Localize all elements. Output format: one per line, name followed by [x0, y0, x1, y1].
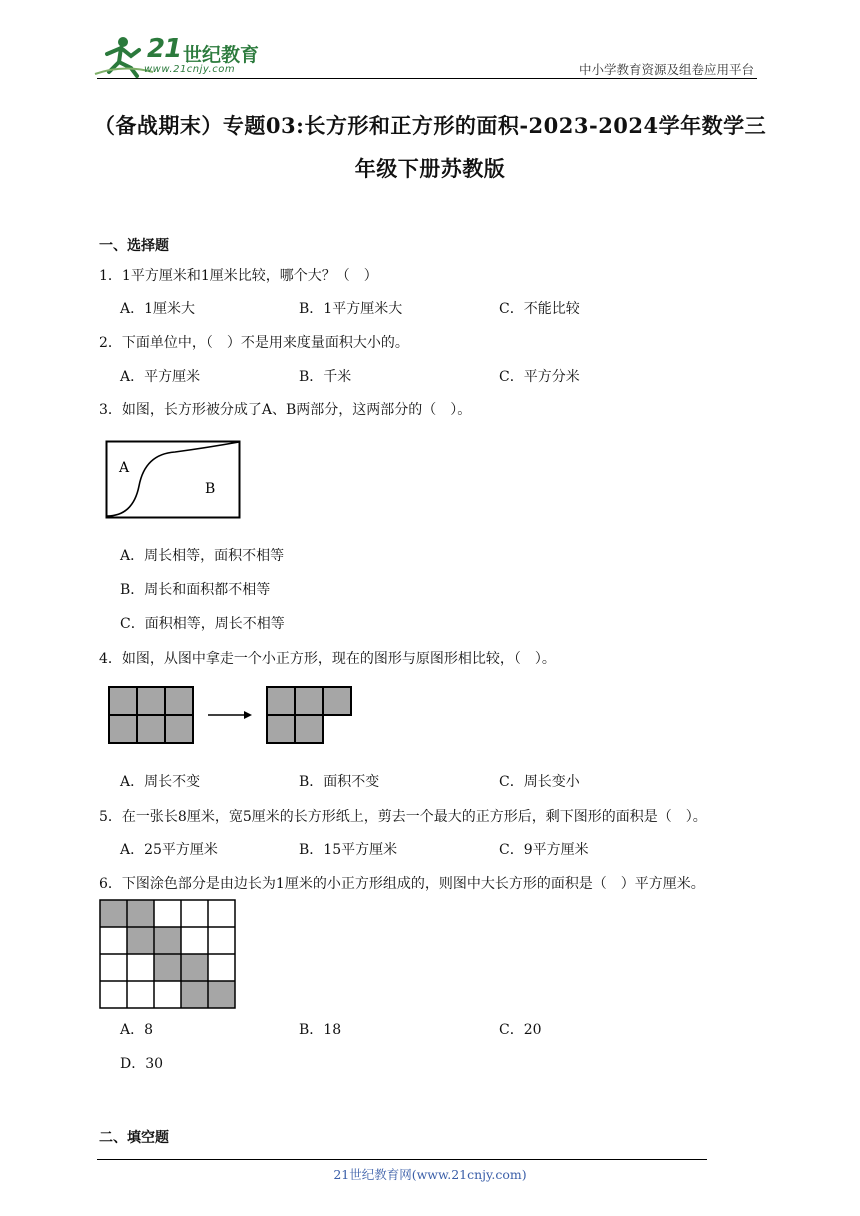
header-divider [97, 78, 757, 79]
q4-option-b[interactable]: B．面积不变 [299, 774, 380, 790]
region-label-b: B [205, 481, 216, 497]
q3-option-b[interactable]: B．周长和面积都不相等 [120, 582, 271, 598]
page-title-line1: （备战期末）专题03:长方形和正方形的面积-2023-2024学年数学三 [93, 113, 767, 138]
q4-option-a[interactable]: A．周长不变 [120, 774, 201, 790]
q3-option-a[interactable]: A．周长相等，面积不相等 [120, 548, 285, 564]
question-4: 4．如图，从图中拿走一个小正方形，现在的图形与原图形相比较，（ ）。 [99, 651, 556, 667]
new-shape [267, 687, 351, 743]
logo-text: 世纪教育 [183, 44, 260, 66]
q1-option-a[interactable]: A．1厘米大 [120, 301, 196, 317]
original-shape [109, 687, 193, 743]
q6-option-b[interactable]: B．18 [299, 1022, 342, 1038]
logo-url: www.21cnjy.com [144, 64, 236, 75]
grid-rectangle-figure [99, 899, 236, 1010]
footer-divider [97, 1159, 707, 1160]
q6-option-a[interactable]: A．8 [120, 1022, 154, 1038]
q5-option-c[interactable]: C．9平方厘米 [499, 842, 589, 858]
question-5: 5．在一张长8厘米，宽5厘米的长方形纸上，剪去一个最大的正方形后，剩下图形的面积是（ ）。 [99, 809, 707, 825]
q5-option-b[interactable]: B．15平方厘米 [299, 842, 398, 858]
squares-before-after-figure [106, 684, 356, 748]
q5-option-a[interactable]: A．25平方厘米 [120, 842, 218, 858]
footer-text[interactable]: 21世纪教育网(www.21cnjy.com) [333, 1167, 527, 1182]
section-heading-choice: 一、选择题 [99, 238, 169, 254]
q6-option-c[interactable]: C．20 [499, 1022, 542, 1038]
q1-option-c[interactable]: C．不能比较 [499, 301, 580, 317]
q1-option-b[interactable]: B．1平方厘米大 [299, 301, 403, 317]
page-title-line2: 年级下册苏教版 [354, 156, 506, 181]
section-heading-fill-blank: 二、填空题 [99, 1130, 169, 1146]
rectangle-ab-figure [105, 440, 242, 520]
q2-option-c[interactable]: C．平方分米 [499, 369, 580, 385]
logo-number: 21 [147, 34, 182, 64]
q4-option-c[interactable]: C．周长变小 [499, 774, 580, 790]
question-6: 6．下图涂色部分是由边长为1厘米的小正方形组成的，则图中大长方形的面积是（ ）平方厘米。 [99, 876, 705, 892]
arrow-icon [208, 711, 252, 719]
region-label-a: A [119, 460, 130, 476]
question-2: 2．下面单位中，（ ）不是用来度量面积大小的。 [99, 335, 409, 351]
q6-option-d[interactable]: D．30 [120, 1056, 164, 1072]
q2-option-a[interactable]: A．平方厘米 [120, 369, 201, 385]
header-slogan: 中小学教育资源及组卷应用平台 [578, 62, 754, 77]
q2-option-b[interactable]: B．千米 [299, 369, 352, 385]
q3-option-c[interactable]: C．面积相等，周长不相等 [120, 616, 285, 632]
question-3: 3．如图，长方形被分成了A、B两部分，这两部分的（ ）。 [99, 402, 472, 418]
question-1: 1．1平方厘米和1厘米比较，哪个大？（ ） [99, 268, 378, 284]
